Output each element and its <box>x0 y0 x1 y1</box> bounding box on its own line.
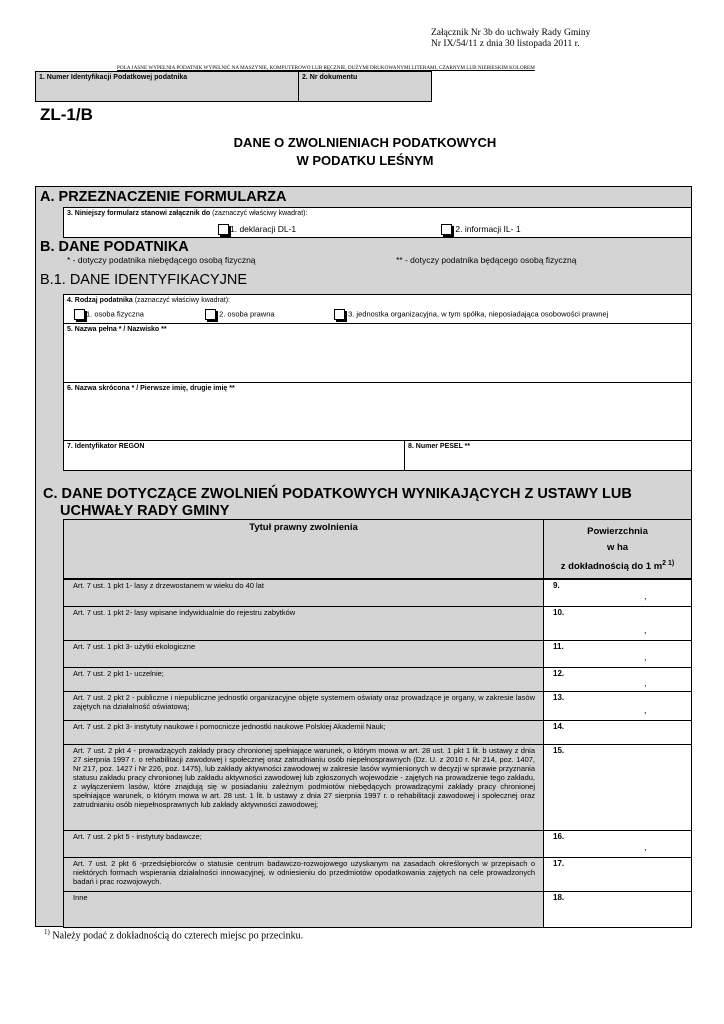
row-number: 18. <box>553 893 565 902</box>
doc-number-label: 2. Nr dokumentu <box>302 74 358 81</box>
table-row <box>63 667 544 692</box>
field-4 <box>63 294 692 324</box>
table-row <box>63 579 544 607</box>
field-4-hint: (zaznaczyć właściwy kwadrat): <box>134 297 230 304</box>
field-3-label <box>64 208 691 219</box>
option-il1[interactable] <box>441 224 521 235</box>
option-dl1-label: 1. deklaracji DL-1 <box>230 224 297 234</box>
option-osoba-fizyczna[interactable] <box>74 309 144 320</box>
row-number: 11. <box>553 642 564 651</box>
area-input[interactable] <box>543 830 692 858</box>
field-8-label: 8. Numer PESEL ** <box>408 443 471 450</box>
field-6-label: 6. Nazwa skrócona * / Pierwsze imię, drugie imię ** <box>67 385 235 392</box>
row-title: Inne <box>73 893 88 902</box>
table-row <box>63 744 544 831</box>
table-row <box>63 857 544 892</box>
field-3 <box>63 207 692 238</box>
option-osoba-prawna[interactable] <box>205 309 275 320</box>
attachment-line-1: Załącznik Nr 3b do uchwały Rady Gminy <box>431 28 591 38</box>
row-number: 10. <box>553 608 565 617</box>
section-b-note-1: * - dotyczy podatnika niebędącego osobą fizyczną <box>67 255 256 265</box>
row-number: 16. <box>553 832 565 841</box>
area-input[interactable] <box>543 744 692 831</box>
decimal-comma: , <box>644 591 647 601</box>
row-title: Art. 7 ust. 1 pkt 1- lasy z drzewostanem w wieku do 40 lat <box>73 581 264 590</box>
checkbox-icon[interactable] <box>334 309 345 320</box>
row-number: 15. <box>553 746 565 755</box>
table-row <box>63 640 544 668</box>
area-input[interactable] <box>543 857 692 892</box>
col-header-area <box>543 519 692 579</box>
row-title: Art. 7 ust. 2 pkt 4 - prowadzących zakłady pracy chronionej spełniające warunek, o którym mowa w art. 28 ust. 1 pkt 1 lit. b ustawy z dnia 27 sierpnia 1997 r. o rehabilitacji zawodowej i społecznej oraz zatrudnianiu osób niepełnosprawnych (Dz. U. z 2010 r. Nr 214, poz. 1407, Nr 217, poz. 1427 i Nr 226, poz. 1475), lub zakłady aktywności zawodowej w zakresie lasów wymienionych w decyzji w sprawie przyznania statusu zakładu pracy chronionej lub zakładu aktywności zawodowej lub zgłoszonych wojewodzie - zajętych na prowadzenie tego zakładu, z wyłączeniem lasów, które znajdują się w posiadaniu zależnym podmiotów niebędących prowadzącymi zakłady pracy chronionej spełniające warunek, o którym mowa w art. 28 ust. 1 lit. b ustawy z dnia 27 sierpnia 1997 r. o rehabilitacji zawodowej i społecznej oraz zatrudnianiu osób niepełnosprawnych lub zakłady aktywności zawodowej; <box>73 746 535 809</box>
section-b1-title: B.1. DANE IDENTYFIKACYJNE <box>40 272 248 288</box>
row-title: Art. 7 ust. 2 pkt 1- uczelnie; <box>73 669 164 678</box>
field-3-label-text: 3. Niniejszy formularz stanowi załącznik do <box>67 210 211 217</box>
field-5-label: 5. Nazwa pełna * / Nazwisko ** <box>67 326 167 333</box>
row-title: Art. 7 ust. 1 pkt 2- lasy wpisane indywidualnie do rejestru zabytków <box>73 608 296 617</box>
nip-label: 1. Numer Identyfikacji Podatkowej podatnika <box>39 74 188 81</box>
decimal-comma: , <box>644 705 647 715</box>
col-header-title <box>63 519 544 579</box>
area-input[interactable] <box>543 720 692 745</box>
field-7-regon[interactable] <box>63 440 405 471</box>
row-title: Art. 7 ust. 2 pkt 3- instytuty naukowe i pomocnicze jednostki naukowe Polskiej Akademii Nauk; <box>73 722 386 731</box>
nip-field[interactable] <box>35 71 299 102</box>
table-row <box>63 606 544 641</box>
table-row <box>63 830 544 858</box>
form-title <box>160 134 570 170</box>
footnote <box>44 928 303 941</box>
row-number: 17. <box>553 859 565 868</box>
row-title: Art. 7 ust. 2 pkt 5 - instytuty badawcze; <box>73 832 202 841</box>
table-row <box>63 691 544 721</box>
row-number: 9. <box>553 581 560 590</box>
col-header-area-line-3 <box>544 556 691 575</box>
decimal-comma: , <box>644 842 647 852</box>
section-a-title: A. PRZEZNACZENIE FORMULARZA <box>40 189 287 205</box>
field-5-full-name[interactable] <box>63 323 692 383</box>
title-line-1: DANE O ZWOLNIENIACH PODATKOWYCH <box>233 135 497 150</box>
col-header-area-sup: 2 1) <box>662 560 675 567</box>
area-input[interactable] <box>543 606 692 641</box>
area-input[interactable] <box>543 640 692 668</box>
field-4-label-text: 4. Rodzaj podatnika <box>67 297 133 304</box>
field-3-hint: (zaznaczyć właściwy kwadrat): <box>212 210 308 217</box>
row-title: Art. 7 ust. 2 pkt 6 -przedsiębiorców o statusie centrum badawczo-rozwojowego uzyskanym na zasadach określonych w przepisach o niektórych formach wspierania działalności innowacyjnej, w odniesieniu do przedmiotów opodatkowania zajętych na cele prowadzonych badań i prac rozwojowych. <box>73 859 535 886</box>
col-header-area-line-1: Powierzchnia <box>587 526 648 537</box>
form-code: ZL-1/B <box>40 105 93 124</box>
doc-number-field[interactable] <box>298 71 432 102</box>
section-b-title: B. DANE PODATNIKA <box>40 239 189 255</box>
area-input[interactable] <box>543 691 692 721</box>
col-header-title-text: Tytuł prawny zwolnienia <box>249 522 358 533</box>
decimal-comma: , <box>644 678 647 688</box>
checkbox-icon[interactable] <box>74 309 85 320</box>
table-row <box>63 891 544 928</box>
field-6-short-name[interactable] <box>63 382 692 441</box>
table-row <box>63 720 544 745</box>
fill-instruction: POLA JASNE WYPEŁNIA PODATNIK WYPEŁNIĆ NA MASZYNIE, KOMPUTEROWO LUB RĘCZNIE, DUŻYMI DRUKOWANYMI LITERAMI, CZARNYM LUB NIEBIESKIM KOLOREM <box>117 65 535 71</box>
section-c-title-line-1: C. DANE DOTYCZĄCE ZWOLNIEŃ PODATKOWYCH WYNIKAJĄCYCH Z USTAWY LUB <box>43 486 632 502</box>
area-input[interactable] <box>543 579 692 607</box>
checkbox-icon[interactable] <box>441 224 452 235</box>
option-jednostka[interactable] <box>334 309 608 320</box>
field-4-label <box>64 295 691 306</box>
section-c-title-line-2: UCHWAŁY RADY GMINY <box>60 503 230 519</box>
checkbox-icon[interactable] <box>218 224 229 235</box>
field-7-label: 7. Identyfikator REGON <box>67 443 145 450</box>
option-dl1[interactable] <box>218 224 296 235</box>
footnote-mark: 1) <box>44 928 50 936</box>
attachment-note <box>431 28 590 50</box>
field-8-pesel[interactable] <box>404 440 692 471</box>
area-input[interactable] <box>543 891 692 928</box>
title-line-2: W PODATKU LEŚNYM <box>296 153 434 168</box>
checkbox-icon[interactable] <box>205 309 216 320</box>
option-osoba-prawna-label: 2. osoba prawna <box>219 309 275 319</box>
row-title: Art. 7 ust. 2 pkt 2 - publiczne i niepubliczne jednostki organizacyjne objęte systemem oświaty oraz prowadzące je organy, w zakresie lasów zajętych na działalność oświatową; <box>73 693 535 711</box>
attachment-line-2: Nr IX/54/11 z dnia 30 listopada 2011 r. <box>431 39 580 49</box>
decimal-comma: , <box>644 625 647 635</box>
decimal-comma: , <box>644 652 647 662</box>
row-number: 14. <box>553 722 565 731</box>
option-jednostka-label: 3. jednostka organizacyjna, w tym spółka, nieposiadająca osobowości prawnej <box>348 309 609 319</box>
area-input[interactable] <box>543 667 692 692</box>
section-c-title <box>43 486 632 520</box>
row-number: 12. <box>553 669 565 678</box>
footnote-text: Należy podać z dokładnością do czterech miejsc po przecinku. <box>52 930 304 942</box>
option-il1-label: 2. informacji IL- 1 <box>455 224 521 234</box>
row-title: Art. 7 ust. 1 pkt 3- użytki ekologiczne <box>73 642 196 651</box>
option-osoba-fizyczna-label: 1. osoba fizyczna <box>86 309 144 319</box>
row-number: 13. <box>553 693 565 702</box>
col-header-area-line-2: w ha <box>606 542 629 553</box>
col-header-area-unit: z dokładnością do 1 m <box>560 561 663 573</box>
section-b-note-2: ** - dotyczy podatnika będącego osobą fizyczną <box>396 255 577 265</box>
